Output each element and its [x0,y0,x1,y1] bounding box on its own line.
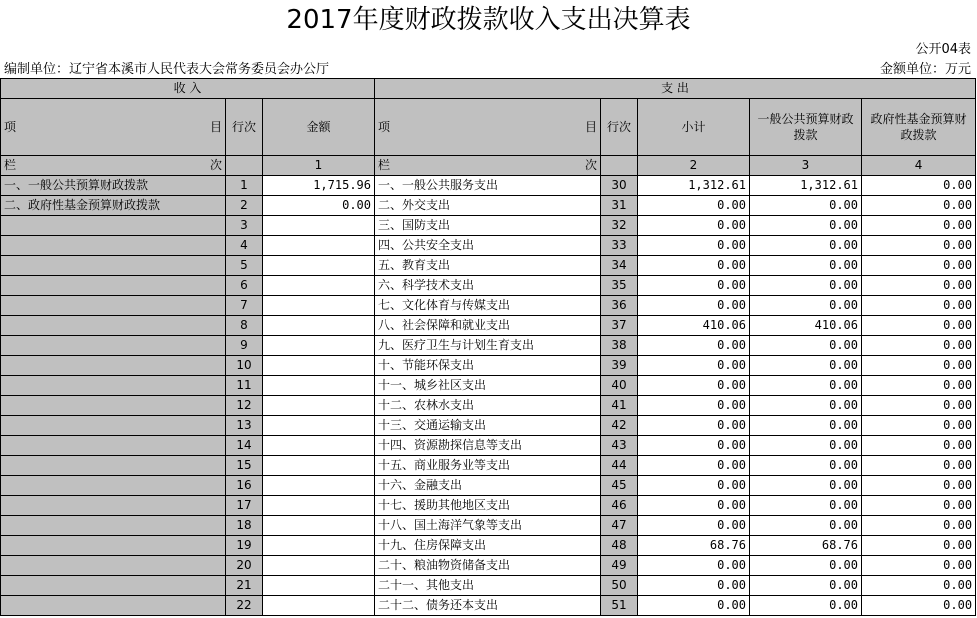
income-amount-cell [263,596,375,616]
income-row-no-cell: 7 [226,296,263,316]
subtotal-cell: 0.00 [638,456,750,476]
income-row-no-cell: 15 [226,456,263,476]
subtotal-cell: 0.00 [638,376,750,396]
subtotal-cell: 0.00 [638,436,750,456]
expense-item-cell: 十二、农林水支出 [375,396,601,416]
expense-item-cell: 二十一、其他支出 [375,576,601,596]
form-number: 公开04表 [915,42,971,57]
income-item-cell [1,416,226,436]
budget-table [0,78,976,616]
gov-fund-cell: 0.00 [862,576,976,596]
table-row [1,436,976,456]
income-item-cell [1,276,226,296]
subtotal-cell: 0.00 [638,556,750,576]
expense-row-no-cell: 48 [601,536,638,556]
general-budget-cell: 0.00 [750,516,862,536]
income-amount-cell [263,456,375,476]
income-amount-cell: 1,715.96 [263,176,375,196]
general-budget-cell: 0.00 [750,256,862,276]
general-budget-cell: 0.00 [750,196,862,216]
gov-fund-cell: 0.00 [862,236,976,256]
income-row-no-cell: 3 [226,216,263,236]
general-budget-cell: 0.00 [750,476,862,496]
expense-row-no-cell: 34 [601,256,638,276]
expense-item-cell: 七、文化体育与传媒支出 [375,296,601,316]
col-index-1: 1 [263,156,375,176]
table-row [1,376,976,396]
gov-fund-cell: 0.00 [862,256,976,276]
general-budget-cell: 0.00 [750,296,862,316]
income-row-no-cell: 4 [226,236,263,256]
income-amount-cell [263,276,375,296]
amount-unit: 金额单位：万元 [879,62,971,77]
general-budget-cell: 0.00 [750,236,862,256]
expense-row-no-cell: 40 [601,376,638,396]
gov-fund-cell: 0.00 [862,416,976,436]
col-index-4: 4 [862,156,976,176]
subtotal-cell: 0.00 [638,236,750,256]
table-row [1,596,976,616]
general-budget-cell: 0.00 [750,456,862,476]
gov-fund-cell: 0.00 [862,276,976,296]
income-item-header: 项 目 [1,99,226,156]
section-header-row [1,79,976,99]
table-row [1,416,976,436]
income-amount-cell [263,316,375,336]
income-row-no-cell: 8 [226,316,263,336]
gov-fund-cell: 0.00 [862,296,976,316]
gov-fund-cell: 0.00 [862,496,976,516]
general-budget-cell: 0.00 [750,216,862,236]
general-budget-cell: 0.00 [750,356,862,376]
income-row-no-cell: 20 [226,556,263,576]
income-row-no-cell: 6 [226,276,263,296]
subtotal-cell: 0.00 [638,496,750,516]
expense-row-no-cell: 51 [601,596,638,616]
expense-row-no-cell: 35 [601,276,638,296]
gov-fund-cell: 0.00 [862,536,976,556]
table-row [1,196,976,216]
general-budget-cell: 0.00 [750,276,862,296]
income-amount-cell [263,496,375,516]
expense-item-cell: 四、公共安全支出 [375,236,601,256]
income-amount-cell [263,476,375,496]
income-row-no-cell: 1 [226,176,263,196]
subtotal-cell: 0.00 [638,216,750,236]
gov-fund-cell: 0.00 [862,356,976,376]
expense-item-cell: 十、节能环保支出 [375,356,601,376]
subtotal-cell: 1,312.61 [638,176,750,196]
expense-row-no-cell: 44 [601,456,638,476]
subtotal-cell: 0.00 [638,596,750,616]
income-row-no-cell: 18 [226,516,263,536]
gov-fund-cell: 0.00 [862,396,976,416]
expense-col-index-label: 栏 次 [375,156,601,176]
gov-fund-cell: 0.00 [862,176,976,196]
income-section-header: 收 入 [1,79,375,99]
table-row [1,476,976,496]
expense-item-cell: 十九、住房保障支出 [375,536,601,556]
expense-item-cell: 六、科学技术支出 [375,276,601,296]
income-amount-cell [263,356,375,376]
expense-row-no-cell: 45 [601,476,638,496]
subtotal-cell: 0.00 [638,196,750,216]
gov-fund-cell: 0.00 [862,556,976,576]
income-item-cell [1,576,226,596]
income-amount-cell: 0.00 [263,196,375,216]
gov-fund-header: 政府性基金预算财政拨款 [862,99,976,156]
income-amount-cell [263,236,375,256]
income-row-no-cell: 17 [226,496,263,516]
general-budget-cell: 0.00 [750,596,862,616]
expense-item-cell: 二十二、债务还本支出 [375,596,601,616]
income-item-cell: 二、政府性基金预算财政拨款 [1,196,226,216]
general-budget-cell: 1,312.61 [750,176,862,196]
expense-row-no-cell: 36 [601,296,638,316]
column-header-row [1,99,976,156]
income-item-cell [1,316,226,336]
income-row-no-cell: 16 [226,476,263,496]
table-row [1,236,976,256]
table-row [1,536,976,556]
income-amount-cell [263,296,375,316]
expense-row-no-cell: 39 [601,356,638,376]
expense-row-no-cell: 41 [601,396,638,416]
expense-item-cell: 八、社会保障和就业支出 [375,316,601,336]
income-item-cell [1,356,226,376]
income-amount-cell [263,436,375,456]
gov-fund-cell: 0.00 [862,376,976,396]
income-row-no-cell: 9 [226,336,263,356]
expense-section-header: 支 出 [375,79,976,99]
gov-fund-cell: 0.00 [862,436,976,456]
table-row [1,356,976,376]
general-budget-cell: 0.00 [750,376,862,396]
table-row [1,276,976,296]
table-row [1,396,976,416]
general-budget-cell: 0.00 [750,576,862,596]
table-row [1,176,976,196]
income-row-no-header: 行次 [226,99,263,156]
subtotal-cell: 0.00 [638,276,750,296]
expense-item-cell: 十六、金融支出 [375,476,601,496]
general-budget-cell: 0.00 [750,496,862,516]
expense-item-cell: 十三、交通运输支出 [375,416,601,436]
col-index-3: 3 [750,156,862,176]
income-item-cell: 一、一般公共预算财政拨款 [1,176,226,196]
subtotal-cell: 68.76 [638,536,750,556]
general-budget-header: 一般公共预算财政拨款 [750,99,862,156]
expense-row-no-cell: 42 [601,416,638,436]
income-row-no-cell: 14 [226,436,263,456]
income-item-cell [1,216,226,236]
expense-row-no-cell: 37 [601,316,638,336]
subtotal-cell: 0.00 [638,576,750,596]
income-amount-header: 金额 [263,99,375,156]
subtotal-cell: 410.06 [638,316,750,336]
income-amount-cell [263,216,375,236]
table-row [1,316,976,336]
general-budget-cell: 0.00 [750,556,862,576]
gov-fund-cell: 0.00 [862,196,976,216]
subtotal-header: 小计 [638,99,750,156]
income-item-cell [1,556,226,576]
expense-row-no-cell: 50 [601,576,638,596]
table-row [1,216,976,236]
expense-item-cell: 九、医疗卫生与计划生育支出 [375,336,601,356]
income-item-cell [1,436,226,456]
income-row-no-cell: 2 [226,196,263,216]
income-item-cell [1,536,226,556]
expense-row-no-cell: 38 [601,336,638,356]
expense-row-no-header: 行次 [601,99,638,156]
expense-row-no-cell: 46 [601,496,638,516]
income-amount-cell [263,396,375,416]
expense-item-cell: 一、一般公共服务支出 [375,176,601,196]
expense-row-no-cell: 30 [601,176,638,196]
income-row-no-cell: 19 [226,536,263,556]
income-item-cell [1,596,226,616]
income-amount-cell [263,536,375,556]
expense-item-cell: 十八、国土海洋气象等支出 [375,516,601,536]
expense-row-no-cell: 33 [601,236,638,256]
expense-row-no-cell: 31 [601,196,638,216]
col-index-2: 2 [638,156,750,176]
income-amount-cell [263,576,375,596]
expense-row-no-index [601,156,638,176]
expense-row-no-cell: 49 [601,556,638,576]
income-item-cell [1,516,226,536]
income-row-no-cell: 11 [226,376,263,396]
income-item-cell [1,336,226,356]
income-amount-cell [263,416,375,436]
subtotal-cell: 0.00 [638,396,750,416]
income-amount-cell [263,376,375,396]
income-amount-cell [263,336,375,356]
general-budget-cell: 68.76 [750,536,862,556]
table-row [1,296,976,316]
report-title: 2017年度财政拨款收入支出决算表 [286,5,691,35]
expense-item-cell: 十四、资源勘探信息等支出 [375,436,601,456]
general-budget-cell: 0.00 [750,436,862,456]
table-row [1,576,976,596]
income-item-cell [1,396,226,416]
gov-fund-cell: 0.00 [862,596,976,616]
income-row-no-index [226,156,263,176]
expense-item-cell: 十五、商业服务业等支出 [375,456,601,476]
expense-item-cell: 二、外交支出 [375,196,601,216]
general-budget-cell: 0.00 [750,336,862,356]
table-row [1,336,976,356]
general-budget-cell: 0.00 [750,396,862,416]
income-item-cell [1,256,226,276]
gov-fund-cell: 0.00 [862,216,976,236]
gov-fund-cell: 0.00 [862,316,976,336]
expense-row-no-cell: 32 [601,216,638,236]
table-row [1,556,976,576]
column-index-row [1,156,976,176]
table-row [1,496,976,516]
expense-item-header: 项 目 [375,99,601,156]
subtotal-cell: 0.00 [638,476,750,496]
gov-fund-cell: 0.00 [862,456,976,476]
income-item-cell [1,476,226,496]
income-amount-cell [263,516,375,536]
income-row-no-cell: 10 [226,356,263,376]
income-row-no-cell: 21 [226,576,263,596]
general-budget-cell: 0.00 [750,416,862,436]
reporting-unit: 编制单位：辽宁省本溪市人民代表大会常务委员会办公厅 [4,62,330,77]
income-amount-cell [263,256,375,276]
subtotal-cell: 0.00 [638,416,750,436]
gov-fund-cell: 0.00 [862,336,976,356]
table-row [1,516,976,536]
subtotal-cell: 0.00 [638,356,750,376]
subtotal-cell: 0.00 [638,296,750,316]
expense-row-no-cell: 43 [601,436,638,456]
income-row-no-cell: 13 [226,416,263,436]
expense-item-cell: 二十、粮油物资储备支出 [375,556,601,576]
income-item-cell [1,236,226,256]
table-row [1,456,976,476]
income-row-no-cell: 5 [226,256,263,276]
income-amount-cell [263,556,375,576]
gov-fund-cell: 0.00 [862,476,976,496]
income-item-cell [1,496,226,516]
income-item-cell [1,296,226,316]
gov-fund-cell: 0.00 [862,516,976,536]
subtotal-cell: 0.00 [638,336,750,356]
table-row [1,256,976,276]
income-row-no-cell: 22 [226,596,263,616]
expense-row-no-cell: 47 [601,516,638,536]
subtotal-cell: 0.00 [638,516,750,536]
income-item-cell [1,456,226,476]
income-item-cell [1,376,226,396]
expense-item-cell: 十一、城乡社区支出 [375,376,601,396]
expense-item-cell: 五、教育支出 [375,256,601,276]
income-row-no-cell: 12 [226,396,263,416]
expense-item-cell: 三、国防支出 [375,216,601,236]
expense-item-cell: 十七、援助其他地区支出 [375,496,601,516]
subtotal-cell: 0.00 [638,256,750,276]
general-budget-cell: 410.06 [750,316,862,336]
income-col-index-label: 栏 次 [1,156,226,176]
